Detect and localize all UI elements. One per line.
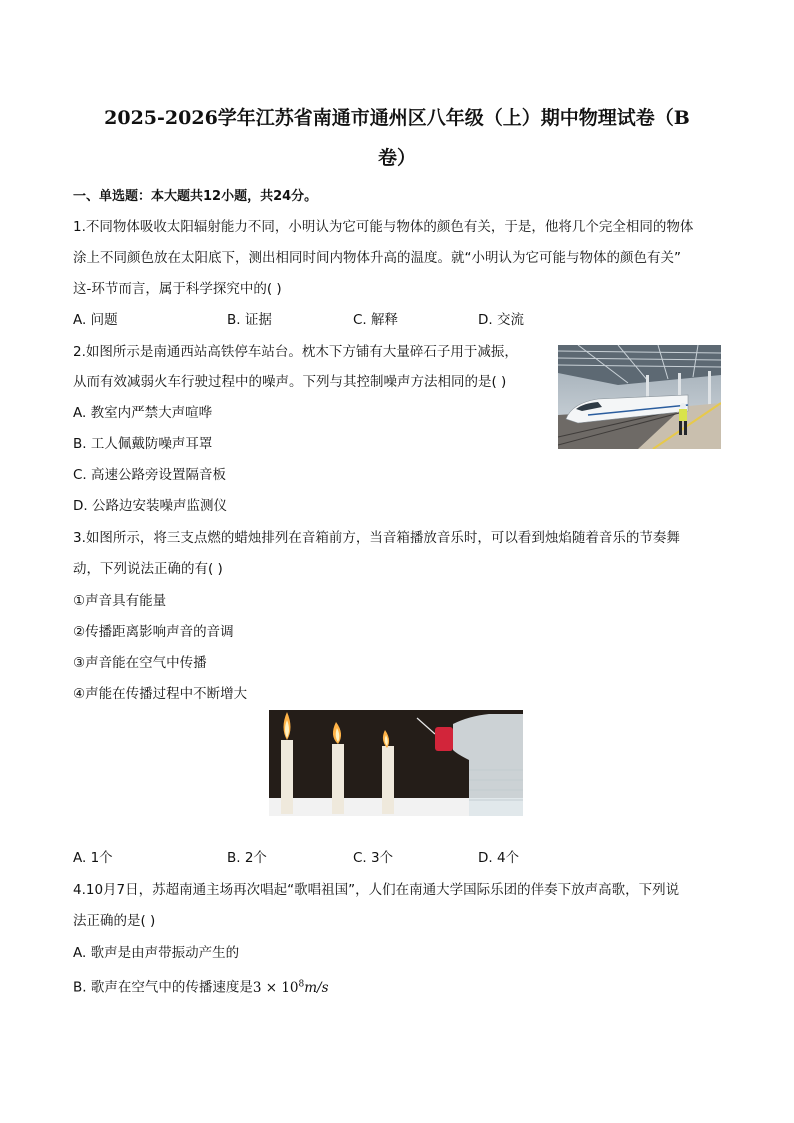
q4-text-line-1: 4.10月7日，苏超南通主场再次唱起“歌唱祖国”，人们在南通大学国际乐团的伴奏下放声高歌，下列说 bbox=[73, 882, 680, 898]
q1-option-c: C. 解释 bbox=[353, 312, 399, 328]
q3-statement-3: ③声音能在空气中传播 bbox=[73, 655, 207, 671]
q3-statement-2: ②传播距离影响声音的音调 bbox=[73, 624, 234, 640]
q2-option-c: C. 高速公路旁设置隔音板 bbox=[73, 467, 227, 483]
q3-option-c: C. 3个 bbox=[353, 850, 394, 866]
page-title-continued: 卷） bbox=[377, 147, 416, 169]
math-exponent: 8 bbox=[298, 979, 305, 989]
q1-option-d: D. 交流 bbox=[478, 312, 524, 328]
q3-option-a: A. 1个 bbox=[73, 850, 113, 866]
page-title: 2025-2026学年江苏省南通市通州区八年级（上）期中物理试卷（B bbox=[104, 107, 690, 129]
q2-option-d: D. 公路边安装噪声监测仪 bbox=[73, 498, 227, 514]
q3-text-line-1: 3.如图所示，将三支点燃的蜡烛排列在音箱前方，当音箱播放音乐时，可以看到烛焰随着音乐的节奏舞 bbox=[73, 530, 680, 546]
q1-text-line-2: 涂上不同颜色放在太阳底下，测出相同时间内物体升高的温度。就“小明认为它可能与物体的颜色有关” bbox=[73, 250, 681, 266]
q4-option-b-math bbox=[253, 980, 329, 996]
math-unit: m/s bbox=[304, 979, 329, 996]
q1-option-a: A. 问题 bbox=[73, 312, 118, 328]
q2-option-a: A. 教室内严禁大声喧哗 bbox=[73, 405, 213, 421]
q4-text-line-2: 法正确的是( ) bbox=[73, 913, 156, 929]
q1-text-line-3: 这-环节而言，属于科学探究中的( ) bbox=[73, 281, 282, 297]
math-base: 3 × 10 bbox=[252, 979, 299, 996]
q1-text-line-1: 1.不同物体吸收太阳辐射能力不同，小明认为它可能与物体的颜色有关，于是，他将几个完全相同的物体 bbox=[73, 219, 694, 235]
q4-option-b bbox=[73, 975, 329, 997]
q3-statement-4: ④声能在传播过程中不断增大 bbox=[73, 686, 248, 702]
q4-option-a: A. 歌声是由声带振动产生的 bbox=[73, 945, 240, 961]
q2-text-line-1: 2.如图所示是南通西站高铁停车站台。枕木下方铺有大量碎石子用于减振， bbox=[73, 344, 518, 360]
q3-statement-1: ①声音具有能量 bbox=[73, 593, 167, 609]
train-station-photo bbox=[558, 345, 721, 449]
section-heading: 一、单选题：本大题共12小题，共24分。 bbox=[73, 189, 318, 204]
candles-photo bbox=[269, 710, 523, 816]
q2-text-line-2: 从而有效减弱火车行驶过程中的噪声。下列与其控制噪声方法相同的是( ) bbox=[73, 374, 507, 390]
q1-option-b: B. 证据 bbox=[227, 312, 272, 328]
q3-text-line-2: 动，下列说法正确的有( ) bbox=[73, 561, 223, 577]
q4-option-b-text: B. 歌声在空气中的传播速度是 bbox=[73, 979, 253, 996]
q2-option-b: B. 工人佩戴防噪声耳罩 bbox=[73, 436, 213, 452]
q3-option-d: D. 4个 bbox=[478, 850, 520, 866]
q3-option-b: B. 2个 bbox=[227, 850, 267, 866]
